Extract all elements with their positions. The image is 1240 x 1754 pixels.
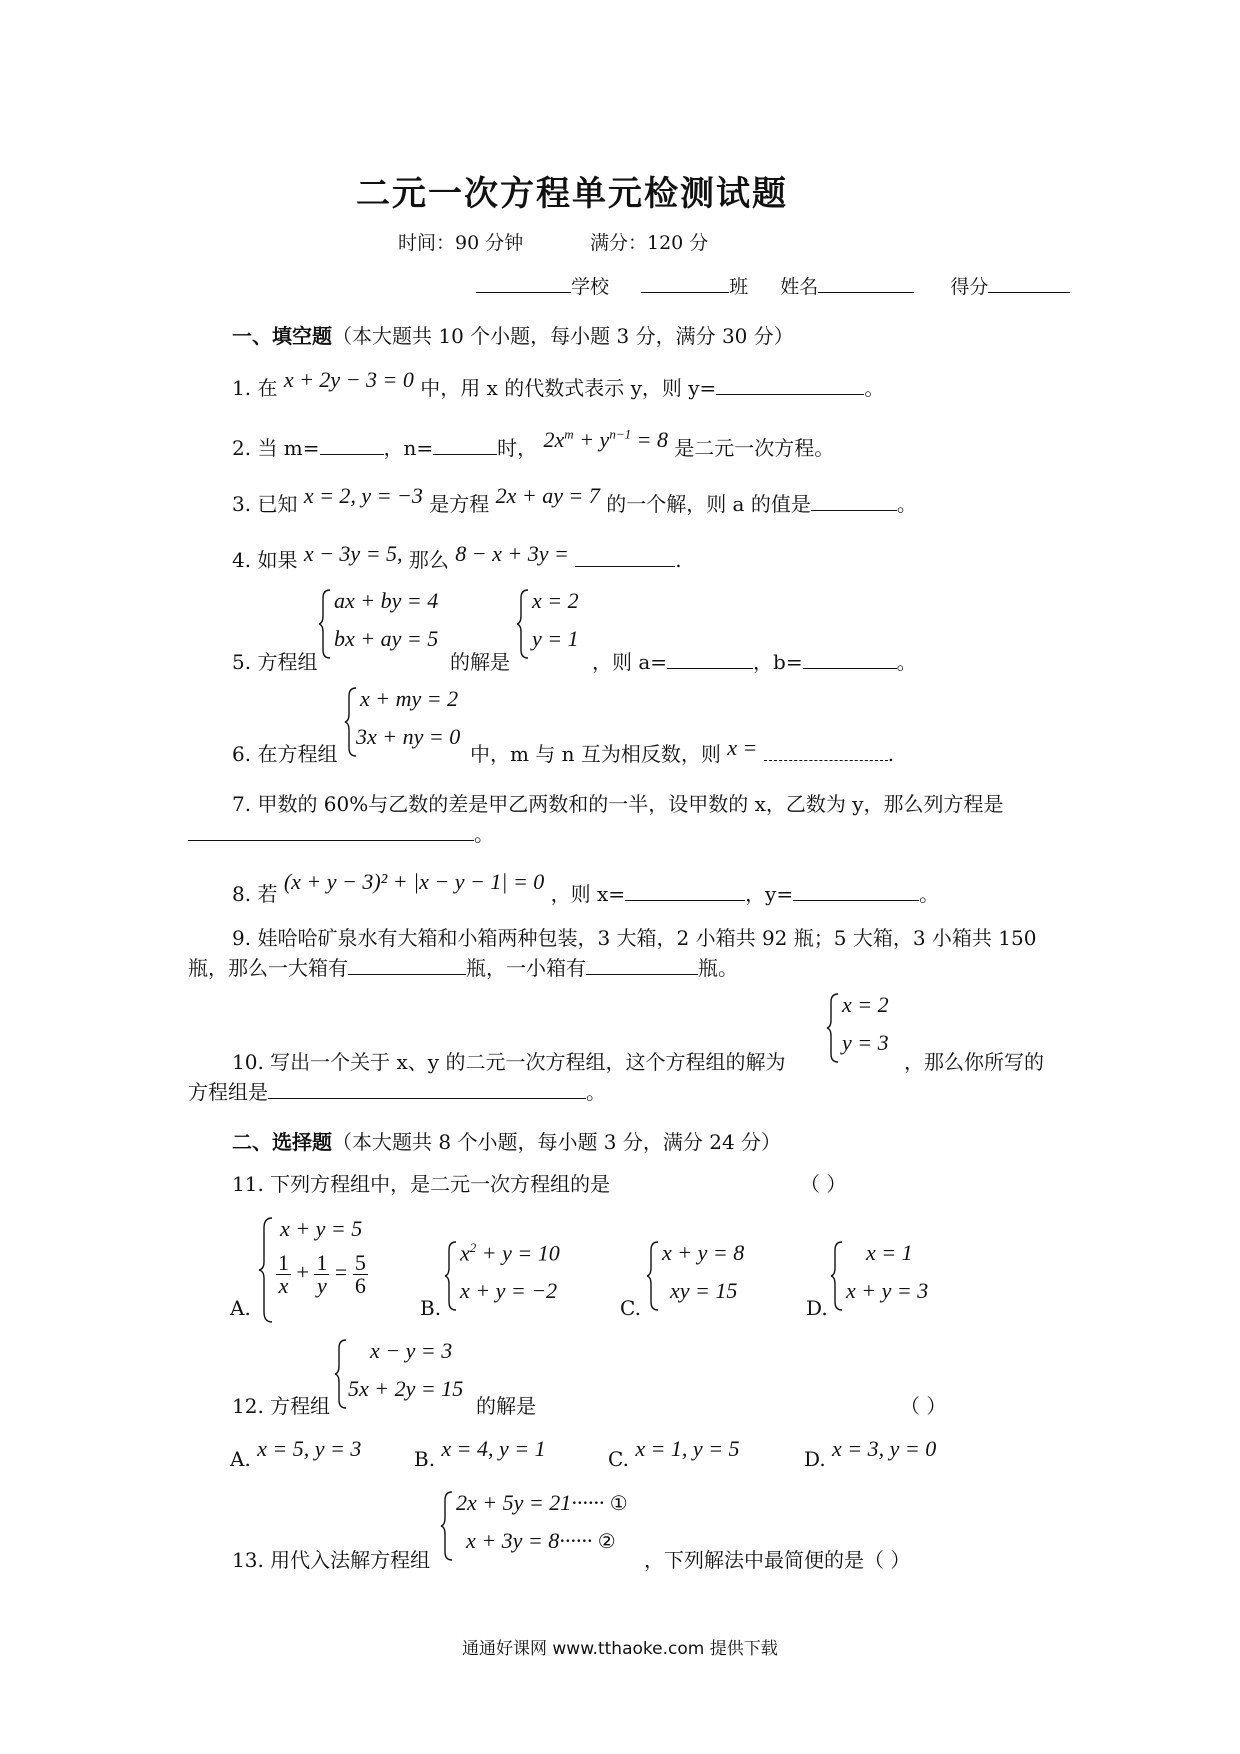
brace-icon — [318, 588, 332, 660]
exam-full-score: 满分：120 分 — [590, 232, 709, 254]
q5-prefix: 5. 方程组 — [232, 650, 318, 674]
brace-icon — [334, 1338, 348, 1410]
q11-d-eq-2: x + y = 3 — [846, 1278, 929, 1303]
q1-answer-blank[interactable] — [716, 393, 864, 395]
section-1-heading — [232, 320, 794, 349]
q12-c-eq: x = 1, y = 5 — [635, 1436, 740, 1461]
q9-big-label: 瓶，那么一大箱有 — [188, 956, 348, 980]
q8-x-blank[interactable] — [625, 899, 745, 901]
q2-when: 时， — [497, 436, 538, 460]
question-4 — [232, 541, 682, 573]
q2-n-blank[interactable] — [433, 453, 497, 455]
q12-b-eq: x = 4, y = 1 — [441, 1436, 546, 1461]
q12-b-label: B. — [414, 1447, 436, 1471]
q3-solution: x = 2, y = −3 — [303, 483, 423, 508]
q4-then: 那么 — [408, 548, 449, 572]
q7-answer-row — [188, 818, 494, 847]
q8-end: 。 — [919, 882, 940, 906]
q1-equation: x + 2y − 3 = 0 — [283, 367, 414, 392]
section-2-title: 二、选择题 — [232, 1130, 332, 1154]
q10-system — [826, 992, 906, 1064]
q1-prefix: 1. 在 — [232, 376, 278, 400]
q11-option-c[interactable] — [646, 1240, 776, 1312]
q13-text: ，下列解法中最简便的是（ ） — [644, 1548, 911, 1572]
school-blank[interactable] — [476, 291, 571, 293]
q6-system — [344, 686, 474, 758]
q3-mid: 是方程 — [429, 492, 490, 516]
question-9-line-1: 9. 娃哈哈矿泉水有大箱和小箱两种包装，3 大箱，2 小箱共 92 瓶；5 大箱，3 小箱共 150 — [232, 926, 1037, 950]
q12-option-c[interactable] — [608, 1436, 740, 1472]
q9-small-label: 瓶，一小箱有 — [466, 956, 586, 980]
q10-label: 方程组是 — [188, 1080, 268, 1104]
q2-n-label: ，n= — [383, 436, 434, 460]
q11-answer-paren[interactable]: （ ） — [800, 1172, 847, 1196]
q11-option-a-label[interactable]: A. — [230, 1296, 251, 1320]
q12-option-b[interactable] — [414, 1436, 546, 1472]
q6-prefix: 6. 在方程组 — [232, 742, 338, 766]
question-10-line-2 — [188, 1076, 606, 1105]
q8-y-label: ，y= — [745, 882, 794, 906]
q12-solution-label: 的解是 — [476, 1394, 536, 1418]
q2-text: 是二元一次方程。 — [674, 436, 835, 460]
name-blank[interactable] — [818, 291, 914, 293]
q3-end: 。 — [896, 492, 917, 516]
q5-a-label: ，则 a= — [592, 650, 668, 674]
q4-expression: 8 − x + 3y = — [455, 541, 569, 566]
q3-text: 的一个解，则 a 的值是 — [606, 492, 811, 516]
exam-time: 时间：90 分钟 — [398, 232, 524, 254]
section-2-note: （本大题共 8 个小题，每小题 3 分，满分 24 分） — [332, 1130, 782, 1154]
q5-sol-x: x = 2 — [532, 588, 579, 613]
school-label: 学校 — [571, 276, 610, 298]
q11-option-b-label[interactable]: B. — [420, 1296, 442, 1320]
brace-icon — [440, 1490, 454, 1562]
q7-answer-blank[interactable] — [188, 839, 474, 841]
q12-c-label: C. — [608, 1447, 629, 1471]
q11-d-eq-1: x = 1 — [866, 1240, 913, 1265]
q5-end: 。 — [896, 650, 917, 674]
q6-x: x = — [727, 735, 758, 760]
q10-end: 。 — [586, 1080, 606, 1104]
q2-equation: $2x^m + y^{n-1} = 8$ — [543, 426, 668, 452]
q6-eq-2: 3x + ny = 0 — [356, 724, 461, 749]
q5-system-2 — [516, 588, 596, 660]
q11-option-d[interactable] — [830, 1240, 960, 1312]
brace-icon — [830, 1240, 844, 1312]
class-blank[interactable] — [641, 291, 729, 293]
brace-icon — [444, 1240, 458, 1312]
q8-y-blank[interactable] — [793, 899, 919, 901]
q5-system-1 — [318, 588, 448, 660]
q6-text: 中，m 与 n 互为相反数，则 — [470, 742, 721, 766]
q1-text: 中，用 x 的代数式表示 y，则 y= — [420, 376, 717, 400]
q4-answer-blank[interactable] — [575, 565, 675, 567]
q10-sol-y: y = 3 — [842, 1030, 889, 1055]
brace-icon — [258, 1216, 274, 1324]
q5-sol-y: y = 1 — [532, 626, 579, 651]
q8-equation: (x + y − 3)² + |x − y − 1| = 0 — [283, 869, 545, 894]
q13-eq-2: x + 3y = 8······ ② — [466, 1528, 616, 1553]
q4-prefix: 4. 如果 — [232, 548, 298, 572]
q11-option-c-label[interactable]: C. — [620, 1296, 641, 1320]
student-info-row — [476, 272, 1070, 299]
q6-eq-1: x + my = 2 — [360, 686, 459, 711]
q7-end: 。 — [474, 822, 494, 846]
brace-icon — [646, 1240, 660, 1312]
q5-b-label: ，b= — [753, 650, 803, 674]
q4-given: x − 3y = 5, — [303, 541, 403, 566]
q6-answer-blank[interactable] — [764, 759, 888, 761]
q6-text-row — [470, 735, 895, 767]
brace-icon — [826, 992, 840, 1064]
q6-end: . — [887, 742, 895, 766]
q11-option-a[interactable] — [258, 1216, 398, 1324]
question-2 — [232, 426, 835, 461]
question-7: 7. 甲数的 60%与乙数的差是甲乙两数和的一半，设甲数的 x，乙数为 y，那么列方程是 — [232, 792, 1004, 816]
q11-option-b[interactable] — [444, 1240, 584, 1312]
q3-prefix: 3. 已知 — [232, 492, 298, 516]
q12-option-d[interactable] — [804, 1436, 937, 1472]
q11-a-eq-2: $\frac{1}{x}$ + $\frac{1}{y}$ = $\frac{5}{6}$ — [278, 1250, 366, 1298]
q5-eq-2: bx + ay = 5 — [334, 626, 439, 651]
q11-b-eq-2: x + y = −2 — [460, 1278, 558, 1303]
q13-prefix: 13. 用代入法解方程组 — [232, 1548, 431, 1572]
q2-prefix: 2. 当 m= — [232, 436, 320, 460]
points-label: 得分 — [950, 276, 989, 298]
q5-answers — [592, 646, 917, 675]
section-1-note: （本大题共 10 个小题，每小题 3 分，满分 30 分） — [332, 324, 794, 348]
q12-eq-2: 5x + 2y = 15 — [348, 1376, 464, 1401]
q11-c-eq-2: xy = 15 — [670, 1278, 738, 1303]
q3-answer-blank[interactable] — [811, 509, 897, 511]
question-10-tail: ，那么你所写的 — [904, 1050, 1044, 1074]
points-blank[interactable] — [988, 291, 1070, 293]
q5-eq-1: ax + by = 4 — [334, 588, 439, 613]
q9-big-blank[interactable] — [348, 973, 466, 975]
q12-a-label: A. — [230, 1447, 251, 1471]
q12-option-a[interactable] — [230, 1436, 362, 1472]
q5-solution-label: 的解是 — [450, 650, 510, 674]
q11-a-eq-1: x + y = 5 — [280, 1216, 363, 1241]
q10-answer-blank[interactable] — [268, 1097, 586, 1099]
page-title: 二元一次方程单元检测试题 — [356, 174, 788, 214]
q12-d-eq: x = 3, y = 0 — [832, 1436, 937, 1461]
q13-eq-1: 2x + 5y = 21······ ① — [456, 1490, 628, 1515]
brace-icon — [516, 588, 530, 660]
q12-system — [334, 1338, 484, 1410]
q8-x-label: ，则 x= — [550, 882, 626, 906]
q12-a-eq: x = 5, y = 3 — [257, 1436, 362, 1461]
q12-d-label: D. — [804, 1447, 826, 1471]
q5-a-blank[interactable] — [667, 667, 753, 669]
q11-c-eq-1: x + y = 8 — [662, 1240, 745, 1265]
question-8 — [232, 869, 940, 907]
q4-end: . — [675, 548, 682, 572]
q1-end: 。 — [864, 376, 885, 400]
question-3 — [232, 483, 917, 517]
q9-end: 瓶。 — [698, 956, 738, 980]
q12-prefix: 12. 方程组 — [232, 1394, 331, 1418]
page-footer: 通通好课网 www.tthaoke.com 提供下载 — [462, 1639, 778, 1659]
question-1 — [232, 367, 885, 401]
section-1-title: 一、填空题 — [232, 324, 332, 348]
class-label: 班 — [729, 276, 749, 298]
question-9-line-2 — [188, 952, 738, 981]
q11-option-d-label[interactable]: D. — [806, 1296, 828, 1320]
q8-prefix: 8. 若 — [232, 882, 278, 906]
q5-b-blank[interactable] — [803, 667, 897, 669]
q3-equation: 2x + ay = 7 — [495, 483, 600, 508]
q12-answer-paren[interactable]: （ ） — [900, 1394, 947, 1418]
q11-b-eq-1: $x^2 + y = 10$ — [460, 1240, 560, 1266]
question-11: 11. 下列方程组中，是二元一次方程组的是 — [232, 1172, 611, 1196]
q12-eq-1: x − y = 3 — [370, 1338, 453, 1363]
q2-m-blank[interactable] — [320, 453, 384, 455]
q9-small-blank[interactable] — [586, 973, 698, 975]
name-label: 姓名 — [780, 276, 819, 298]
question-10-line-1: 10. 写出一个关于 x、y 的二元一次方程组，这个方程组的解为 — [232, 1050, 786, 1074]
q13-system — [440, 1490, 640, 1562]
q10-sol-x: x = 2 — [842, 992, 889, 1017]
section-2-heading — [232, 1126, 781, 1155]
